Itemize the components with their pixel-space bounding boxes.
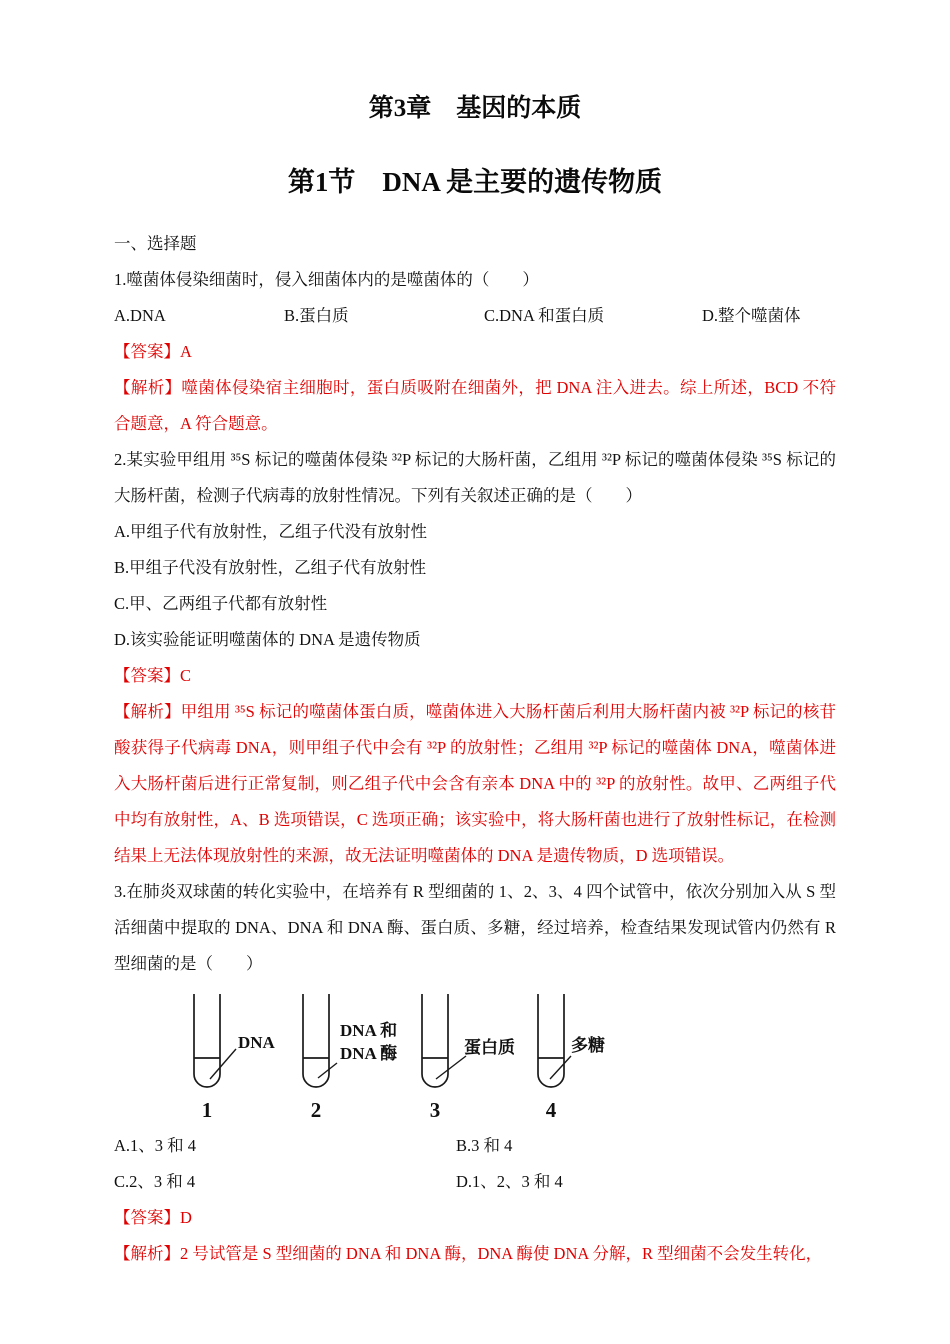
answer-label: 【答案】 — [114, 666, 180, 685]
question-1-option-b: B.蛋白质 — [284, 306, 349, 325]
question-2-stem: 2.某实验甲组用 ³⁵S 标记的噬菌体侵染 ³²P 标记的大肠杆菌，乙组用 ³²P 标记的噬菌体侵染 ³⁵S 标记的大肠杆菌，检测子代病毒的放射性情况。下列有关叙述正确的是（ ） — [114, 450, 836, 505]
tube-2-label-line1: DNA 和 — [340, 1021, 398, 1040]
tube-2-number: 2 — [310, 1098, 322, 1122]
chapter-title: 第3章 基因的本质 — [368, 95, 582, 122]
question-3-option-a: A.1、3 和 4 — [114, 1136, 197, 1155]
question-1-options — [114, 298, 836, 334]
question-2-answer-line — [114, 658, 836, 694]
tube-3-label: 蛋白质 — [464, 1038, 515, 1057]
question-1-option-a: A.DNA — [114, 306, 166, 325]
question-2-option-c: C.甲、乙两组子代都有放射性 — [114, 594, 328, 613]
question-2-option-a: A.甲组子代有放射性，乙组子代没有放射性 — [114, 522, 428, 541]
tube-3-number: 3 — [429, 1098, 441, 1122]
test-tube-3 — [422, 994, 515, 1122]
section-title: 第1节 DNA 是主要的遗传物质 — [287, 167, 663, 197]
tube-1-number: 1 — [201, 1098, 213, 1122]
question-2-answer: C — [180, 666, 192, 685]
question-1-analysis: 噬菌体侵染宿主细胞时，蛋白质吸附在细菌外，把 DNA 注入进去。综上所述，BCD 不符合题意，A 符合题意。 — [114, 378, 837, 433]
question-1-option-c: C.DNA 和蛋白质 — [484, 306, 605, 325]
test-tube-2 — [303, 994, 397, 1122]
question-1-stem: 1.噬菌体侵染细菌时，侵入细菌体内的是噬菌体的（ ） — [114, 270, 539, 289]
question-1-answer-line — [114, 334, 836, 370]
tube-4-number: 4 — [545, 1098, 557, 1122]
test-tube-1 — [194, 994, 276, 1122]
analysis-label: 【解析】 — [114, 702, 181, 721]
tube-2-label-line2: DNA 酶 — [340, 1044, 398, 1063]
question-2-analysis: 甲组用 ³⁵S 标记的噬菌体蛋白质，噬菌体进入大肠杆菌后利用大肠杆菌内被 ³²P 标记的核苷酸获得子代病毒 DNA，则甲组子代中会有 ³²P 的放射性；乙组用 ³²P 标记的噬菌体 DNA，噬菌体进入大肠杆菌后进行正常复制，则乙组子代中会含有亲本 DNA 中的 ³²P 的放射性。故甲、乙两组子代中均有放射性，A、B 选项错误，C 选项正确；该实验中，将大肠杆菌也进行了放射性标记，在检测结果上无法体现放射性的来源，故无法证明噬菌体的 DNA 是遗传物质，D 选项错误。 — [114, 702, 836, 865]
analysis-label: 【解析】 — [114, 378, 182, 397]
question-2-analysis-line — [114, 694, 836, 874]
tube-1-label: DNA — [238, 1033, 275, 1052]
tube-4-label: 多糖 — [571, 1036, 605, 1055]
question-2-option-b: B.甲组子代没有放射性，乙组子代有放射性 — [114, 558, 427, 577]
test-tube-4 — [538, 994, 605, 1122]
question-3-option-d: D.1、2、3 和 4 — [456, 1172, 563, 1191]
analysis-label: 【解析】 — [114, 1244, 180, 1263]
part-heading: 一、选择题 — [114, 234, 197, 253]
answer-label: 【答案】 — [114, 1208, 180, 1227]
question-3-analysis: 2 号试管是 S 型细菌的 DNA 和 DNA 酶，DNA 酶使 DNA 分解，R 型细菌不会发生转化， — [180, 1244, 823, 1263]
question-2-option-d: D.该实验能证明噬菌体的 DNA 是遗传物质 — [114, 630, 421, 649]
question-3-option-c: C.2、3 和 4 — [114, 1172, 196, 1191]
test-tube-diagram-svg — [170, 986, 640, 1126]
question-3-options — [114, 1128, 836, 1200]
answer-label: 【答案】 — [114, 342, 180, 361]
question-1-answer: A — [180, 342, 192, 361]
question-3-option-b: B.3 和 4 — [456, 1136, 513, 1155]
question-3-stem: 3.在肺炎双球菌的转化实验中，在培养有 R 型细菌的 1、2、3、4 四个试管中，依次分别加入从 S 型活细菌中提取的 DNA、DNA 和 DNA 酶、蛋白质、多糖，经过培养，检查结果发现试管内仍然有 R 型细菌的是（ ） — [114, 882, 836, 973]
question-3-answer-line — [114, 1200, 836, 1236]
test-tube-diagram — [170, 986, 836, 1126]
question-1-analysis-line — [114, 370, 836, 442]
question-1-option-d: D.整个噬菌体 — [702, 306, 801, 325]
question-3-answer: D — [180, 1208, 192, 1227]
question-3-analysis-line — [114, 1236, 836, 1272]
